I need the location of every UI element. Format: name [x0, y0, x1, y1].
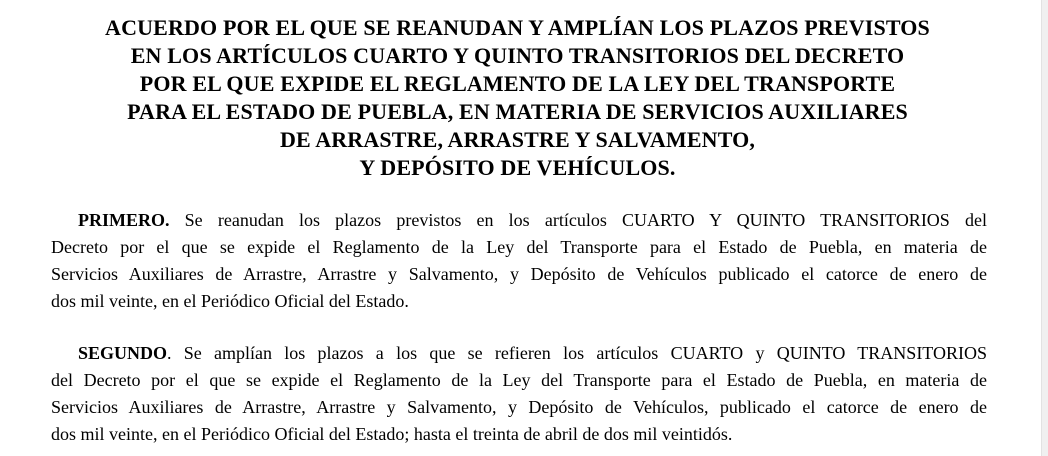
paragraph-line: dos mil veinte, en el Periódico Oficial del Estado. [51, 291, 409, 311]
paragraph-line: dos mil veinte, en el Periódico Oficial del Estado; hasta el treinta de abril de dos mil veintidós. [51, 424, 733, 444]
paragraph-line: Servicios Auxiliares de Arrastre, Arrastre y Salvamento, y Depósito de Vehículos publicado el catorce de enero de [51, 264, 987, 284]
paragraph-line: del Decreto por el que se expide el Reglamento de la Ley del Transporte para el Estado de Puebla, en materia de [51, 370, 987, 390]
title-line: POR EL QUE EXPIDE EL REGLAMENTO DE LA LEY DEL TRANSPORTE [139, 71, 896, 96]
paragraph-line [51, 340, 987, 367]
title-line: ACUERDO POR EL QUE SE REANUDAN Y AMPLÍAN LOS PLAZOS PREVISTOS [105, 15, 930, 40]
paragraph-line-text: . Se amplían los plazos a los que se refieren los artículos CUARTO y QUINTO TRANSITORIOS [167, 343, 987, 363]
article-segundo-heading: SEGUNDO [78, 343, 168, 363]
paragraph-line [51, 207, 987, 234]
title-line: EN LOS ARTÍCULOS CUARTO Y QUINTO TRANSITORIOS DEL DECRETO [130, 43, 905, 68]
article-segundo-paragraph [51, 340, 987, 448]
paragraph-line-text: Se reanudan los plazos previstos en los artículos CUARTO Y QUINTO TRANSITORIOS del [169, 210, 987, 230]
paragraph-line: Decreto por el que se expide el Reglamento de la Ley del Transporte para el Estado de Puebla, en materia de [51, 237, 987, 257]
title-line: PARA EL ESTADO DE PUEBLA, EN MATERIA DE SERVICIOS AUXILIARES [127, 99, 908, 124]
page-edge-divider [1041, 0, 1048, 456]
document-title [40, 14, 995, 182]
paragraph-line: Servicios Auxiliares de Arrastre, Arrastre y Salvamento, y Depósito de Vehículos, publicado el catorce de enero de [51, 397, 987, 417]
article-primero-paragraph [51, 207, 987, 315]
title-line: DE ARRASTRE, ARRASTRE Y SALVAMENTO, [279, 127, 756, 152]
title-line: Y DEPÓSITO DE VEHÍCULOS. [359, 155, 676, 180]
article-primero-heading: PRIMERO. [78, 210, 170, 230]
